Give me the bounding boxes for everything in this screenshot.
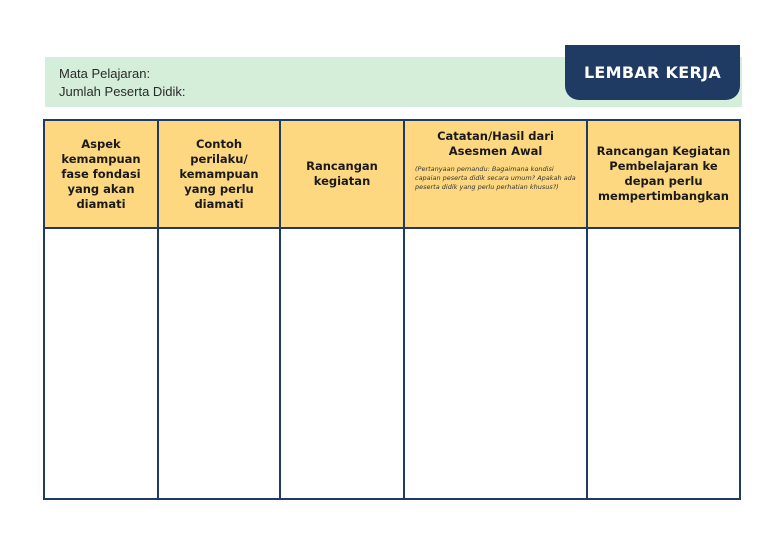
column-header-example: [158, 120, 280, 228]
table-row: [44, 228, 740, 499]
column-header-aspect: [44, 120, 158, 228]
column-header-activity-plan-label: Rancangan kegiatan: [306, 159, 378, 188]
column-header-assessment-notes-label: Catatan/Hasil dari Asesmen Awal: [437, 129, 554, 158]
column-header-activity-plan: [280, 120, 404, 228]
table-cell-activity-plan[interactable]: [280, 228, 404, 499]
worksheet-table: [43, 119, 741, 500]
table-cell-example[interactable]: [158, 228, 280, 499]
column-header-next-plan: [587, 120, 740, 228]
column-header-assessment-notes-guide: (Pertanyaan pemandu: Bagaimana kondisi capaian peserta didik secara umum? Apakah ada peserta didik yang perlu perhatian khusus?): [415, 165, 576, 191]
subject-label: Mata Pelajaran:: [59, 66, 151, 81]
table-cell-aspect[interactable]: [44, 228, 158, 499]
column-header-assessment-notes: [404, 120, 587, 228]
participants-label: Jumlah Peserta Didik:: [59, 84, 186, 99]
worksheet-table-frame: [43, 119, 739, 500]
column-header-example-label: Contoh perilaku/ kemampuan yang perlu diamati: [179, 136, 259, 211]
header-row: [44, 120, 740, 228]
table-cell-next-plan[interactable]: [587, 228, 740, 499]
column-header-aspect-label: Aspek kemampuan fase fondasi yang akan diamati: [61, 136, 141, 211]
worksheet-title: LEMBAR KERJA: [565, 45, 740, 100]
column-header-next-plan-label: Rancangan Kegiatan Pembelajaran ke depan perlu mempertimbangkan: [596, 144, 731, 203]
table-cell-assessment-notes[interactable]: [404, 228, 587, 499]
